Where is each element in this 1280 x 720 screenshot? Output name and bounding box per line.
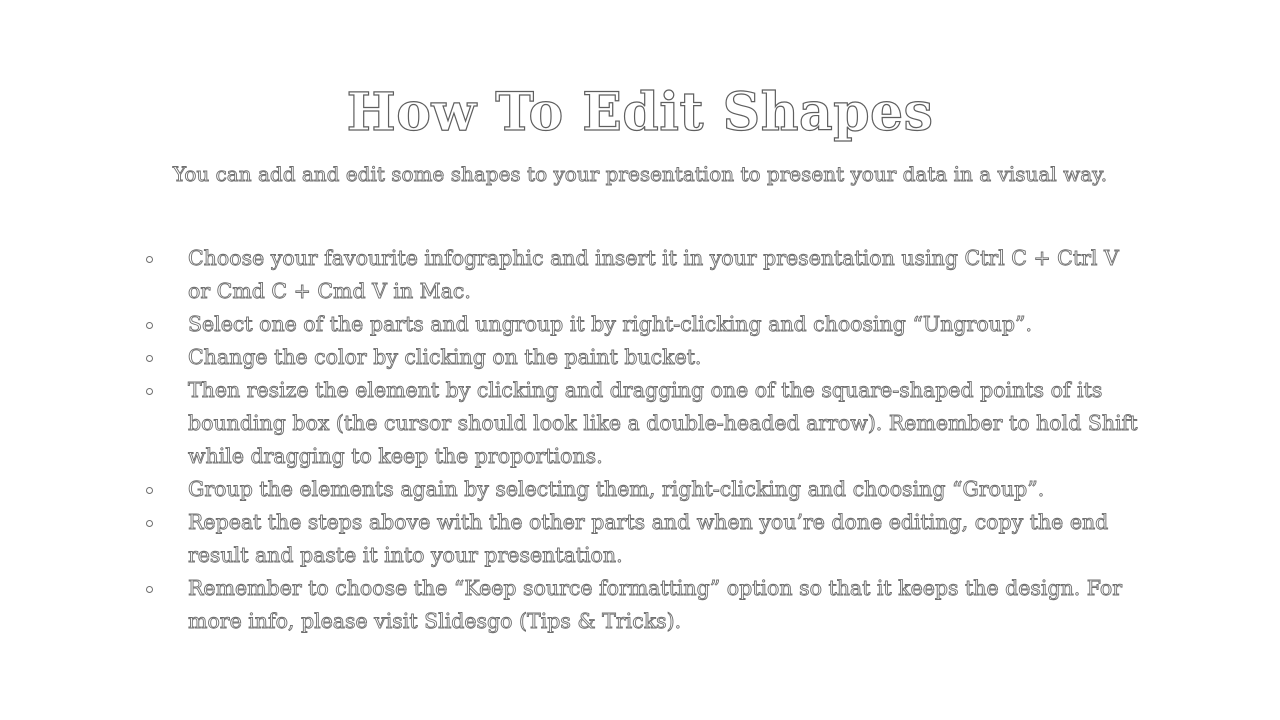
- step-text: Group the elements again by selecting them, right-clicking and choosing “Group”.: [188, 477, 1045, 501]
- slide-title: How To Edit Shapes: [346, 82, 934, 143]
- list-item: [140, 506, 1140, 572]
- bullet-icon: [146, 520, 153, 527]
- list-item: [140, 374, 1140, 473]
- bullet-icon: [146, 355, 153, 362]
- bullet-icon: [146, 487, 153, 494]
- step-text: Change the color by clicking on the paint bucket.: [188, 345, 702, 369]
- step-text: Select one of the parts and ungroup it by right-clicking and choosing “Ungroup”.: [188, 312, 1032, 336]
- list-item: [140, 242, 1140, 308]
- bullet-icon: [146, 388, 153, 395]
- step-text: Remember to choose the “Keep source formatting” option so that it keeps the design. For more info, please visit Slidesgo (Tips & Tricks).: [188, 576, 1123, 633]
- step-text: Then resize the element by clicking and dragging one of the square-shaped points of its bounding box (the cursor should look like a double-headed arrow). Remember to hold Shift while dragging to keep the proportions.: [188, 378, 1138, 468]
- steps-list: [140, 242, 1140, 638]
- slide-subtitle: You can add and edit some shapes to your presentation to present your data in a visual way.: [172, 162, 1108, 186]
- bullet-icon: [146, 586, 153, 593]
- list-item: [140, 473, 1140, 506]
- list-item: [140, 341, 1140, 374]
- bullet-icon: [146, 256, 153, 263]
- step-text: Repeat the steps above with the other parts and when you’re done editing, copy the end result and paste it into your presentation.: [188, 510, 1109, 567]
- bullet-icon: [146, 322, 153, 329]
- list-item: [140, 572, 1140, 638]
- step-text: Choose your favourite infographic and insert it in your presentation using Ctrl C + Ctrl V or Cmd C + Cmd V in Mac.: [188, 246, 1119, 303]
- list-item: [140, 308, 1140, 341]
